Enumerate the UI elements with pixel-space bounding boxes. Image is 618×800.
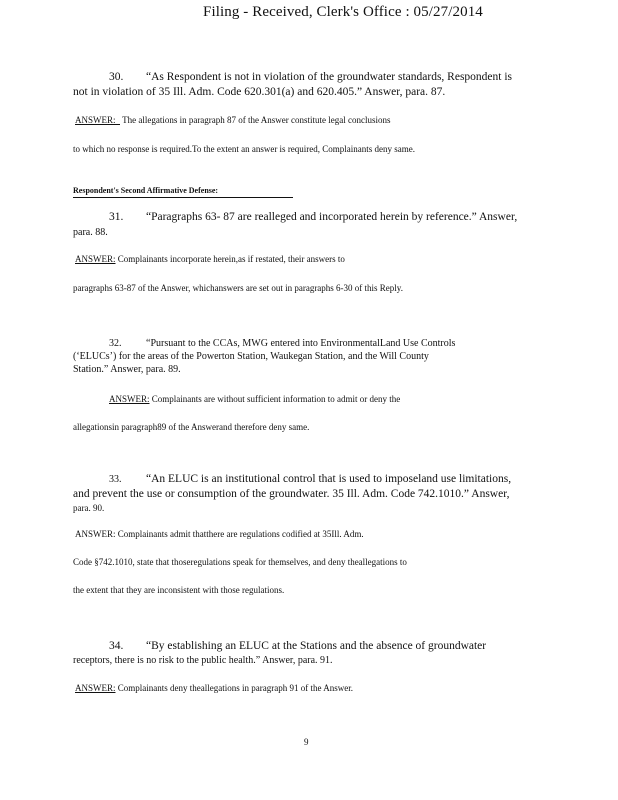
heading-underline [73, 197, 293, 198]
paragraph-34-answer [75, 683, 353, 693]
paragraph-30-number: 30. [109, 71, 124, 83]
paragraph-32-number: 32. [109, 338, 122, 349]
answer-text: Complainants incorporate herein,as if restated, their answers to [115, 254, 345, 264]
paragraph-32-line-3: Station.” Answer, para. 89. [73, 364, 181, 375]
defense-heading: Respondent's Second Affirmative Defense: [73, 186, 219, 195]
paragraph-31-answer-line-2: paragraphs 63-87 of the Answer, whichanswers are set out in paragraphs 6-30 of this Reply. [73, 283, 403, 293]
paragraph-31-number: 31. [109, 211, 124, 223]
paragraph-31-line-1: “Paragraphs 63- 87 are realleged and incorporated herein by reference.” Answer, [146, 211, 518, 223]
answer-label: ANSWER: [75, 683, 116, 693]
paragraph-30-answer [75, 115, 391, 125]
answer-label: ANSWER: [109, 394, 150, 404]
paragraph-30-line-2: not in violation of 35 Ill. Adm. Code 620.301(a) and 620.405.” Answer, para. 87. [73, 86, 446, 98]
answer-text: Complainants are without sufficient information to admit or deny the [149, 394, 401, 404]
paragraph-32-line-1: “Pursuant to the CCAs, MWG entered into EnvironmentalLand Use Controls [146, 338, 456, 349]
paragraph-34-line-1: “By establishing an ELUC at the Stations and the absence of groundwater [146, 640, 487, 652]
paragraph-30-answer-line-2: to which no response is required.To the extent an answer is required, Complainants deny same. [73, 144, 416, 154]
paragraph-30-line-1: “As Respondent is not in violation of the groundwater standards, Respondent is [146, 71, 513, 83]
answer-label: ANSWER: [75, 115, 116, 125]
answer-label: ANSWER: [75, 529, 116, 539]
answer-text: Complainants admit thatthere are regulations codified at 35Ill. Adm. [115, 529, 364, 539]
filing-stamp-header: Filing - Received, Clerk's Office : 05/27/2014 [203, 4, 483, 20]
paragraph-32-answer [109, 394, 400, 404]
paragraph-32-line-2: (‘ELUCs’) for the areas of the Powerton Station, Waukegan Station, and the Will County [73, 351, 429, 362]
paragraph-33-line-2: and prevent the use or consumption of the groundwater. 35 Ill. Adm. Code 742.1010.” Answer, [73, 488, 510, 500]
paragraph-32-answer-line-2: allegationsin paragraph89 of the Answerand therefore deny same. [73, 422, 310, 432]
paragraph-33-line-3: para. 90. [73, 503, 105, 513]
answer-label: ANSWER: [75, 254, 116, 264]
paragraph-33-answer-line-2: Code §742.1010, state that thoseregulations speak for themselves, and deny theallegations to [73, 557, 407, 567]
paragraph-33-answer-line-3: the extent that they are inconsistent with those regulations. [73, 585, 285, 595]
paragraph-34-line-2: receptors, there is no risk to the public health.” Answer, para. 91. [73, 655, 333, 666]
paragraph-31-answer [75, 254, 345, 264]
paragraph-33-line-1: “An ELUC is an institutional control that is used to imposeland use limitations, [146, 473, 512, 485]
paragraph-33-answer [75, 529, 364, 539]
paragraph-31-line-2: para. 88. [73, 227, 108, 238]
paragraph-33-number: 33. [109, 474, 122, 485]
paragraph-34-number: 34. [109, 640, 124, 652]
answer-text: The allegations in paragraph 87 of the Answer constitute legal conclusions [120, 115, 391, 125]
answer-text: Complainants deny theallegations in paragraph 91 of the Answer. [115, 683, 353, 693]
page-number: 9 [304, 737, 309, 747]
